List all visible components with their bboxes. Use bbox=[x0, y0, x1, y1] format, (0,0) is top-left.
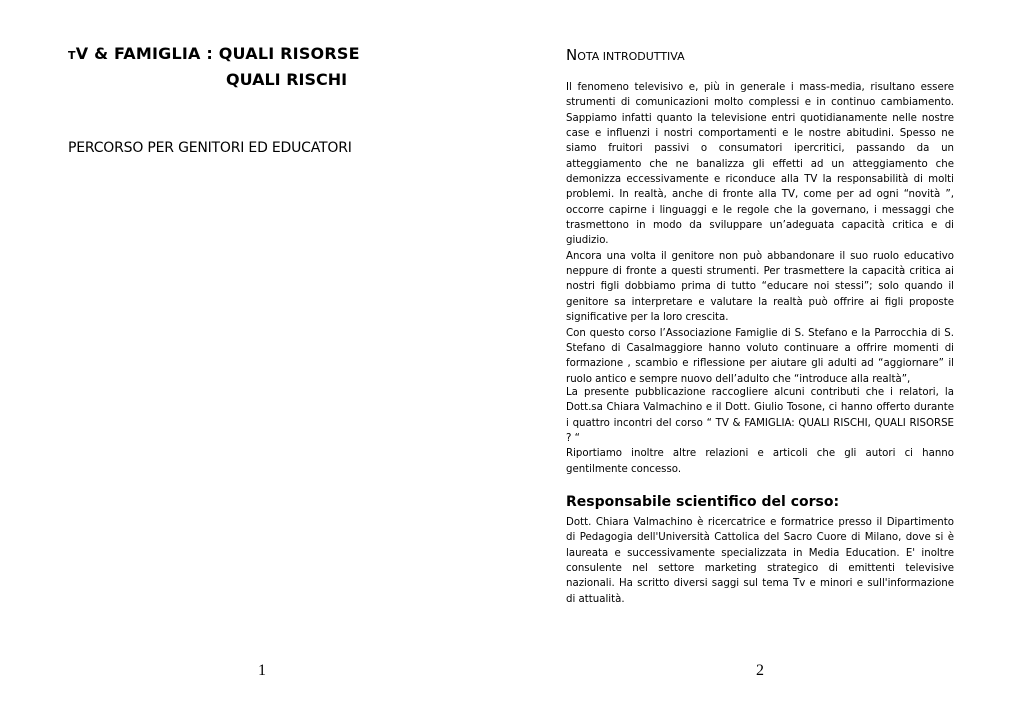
right-page bbox=[512, 0, 1024, 724]
heading-initial: N bbox=[566, 46, 578, 64]
title-line-2: QUALI RISCHI bbox=[226, 70, 348, 89]
heading-rest: OTA INTRODUTTIVA bbox=[577, 50, 685, 63]
section-heading bbox=[566, 46, 685, 64]
page-number-left: 1 bbox=[258, 662, 266, 679]
document-subtitle: PERCORSO PER GENITORI ED EDUCATORI bbox=[68, 140, 352, 156]
publication-text-block bbox=[566, 385, 954, 477]
resp-heading: Responsabile scientifico del corso: bbox=[566, 494, 840, 510]
paragraph-3: Con questo corso l’Associazione Famiglie di S. Stefano e la Parrocchia di S. Stefano di Casalmaggiore hanno voluto continuare a offrire momenti di formazione , scambio e riflessione per aiutare gli adulti ad “aggiornare” il ruolo antico e sempre nuovo dell’adulto che “introduce alla realtà”, bbox=[566, 327, 954, 385]
resp-text-block bbox=[566, 515, 954, 607]
document-title bbox=[68, 44, 360, 63]
intro-text-block bbox=[566, 80, 954, 387]
resp-paragraph: Dott. Chiara Valmachino è ricercatrice e formatrice presso il Dipartimento di Pedagogia dell'Università Cattolica del Sacro Cuore di Milano, dove si è laureata e successivamente specializzata in Media Education. E' inoltre consulente nel settore marketing strategico di emittenti televisive nazionali. Ha scritto diversi saggi sul tema Tv e minori e sull'informazione di attualità. bbox=[566, 517, 954, 605]
title-first-letter: T bbox=[68, 49, 76, 62]
paragraph-2: Ancora una volta il genitore non può abbandonare il suo ruolo educativo neppure di fronte a questi strumenti. Per trasmettere la capacità critica ai nostri figli dobbiamo prima di tutto “educare noi stessi”; solo quando il genitore sa interpretare e valutare la realtà può offrire ai figli proposte significative per la loro crescita. bbox=[566, 250, 954, 324]
paragraph-1: Il fenomeno televisivo e, più in generale i mass-media, risultano essere strumenti di comunicazioni molto complessi e in continuo cambiamento. Sappiamo infatti quanto la televisione entri quotidianamente nelle nostre case e influenzi i nostri comportamenti e le nostre abitudini. Spesso ne siamo fruitori passivi o consumatori ipercritici, passando da un atteggiamento che ne banalizza gli effetti ad un atteggiamento che demonizza eccessivamente e riconduce alla TV la responsabilità di molti problemi. In realtà, anche di fronte alla TV, come per ad ogni “novità ”, occorre capirne i linguaggi e le regole che la governano, i messaggi che trasmettono in modo da sviluppare un’adeguata capacità critica e di giudizio. bbox=[566, 82, 954, 247]
page-number-right: 2 bbox=[756, 662, 764, 679]
title-line-1: V & FAMIGLIA : QUALI RISORSE bbox=[75, 44, 360, 63]
paragraph-4: La presente pubblicazione raccogliere alcuni contributi che i relatori, la Dott.sa Chiara Valmachino e il Dott. Giulio Tosone, ci hanno offerto durante i quattro incontri del corso “ TV & FAMIGLIA: QUALI RISCHI, QUALI RISORSE ? “ bbox=[566, 387, 954, 445]
paragraph-5: Riportiamo inoltre altre relazioni e articoli che gli autori ci hanno gentilmente concesso. bbox=[566, 448, 954, 475]
